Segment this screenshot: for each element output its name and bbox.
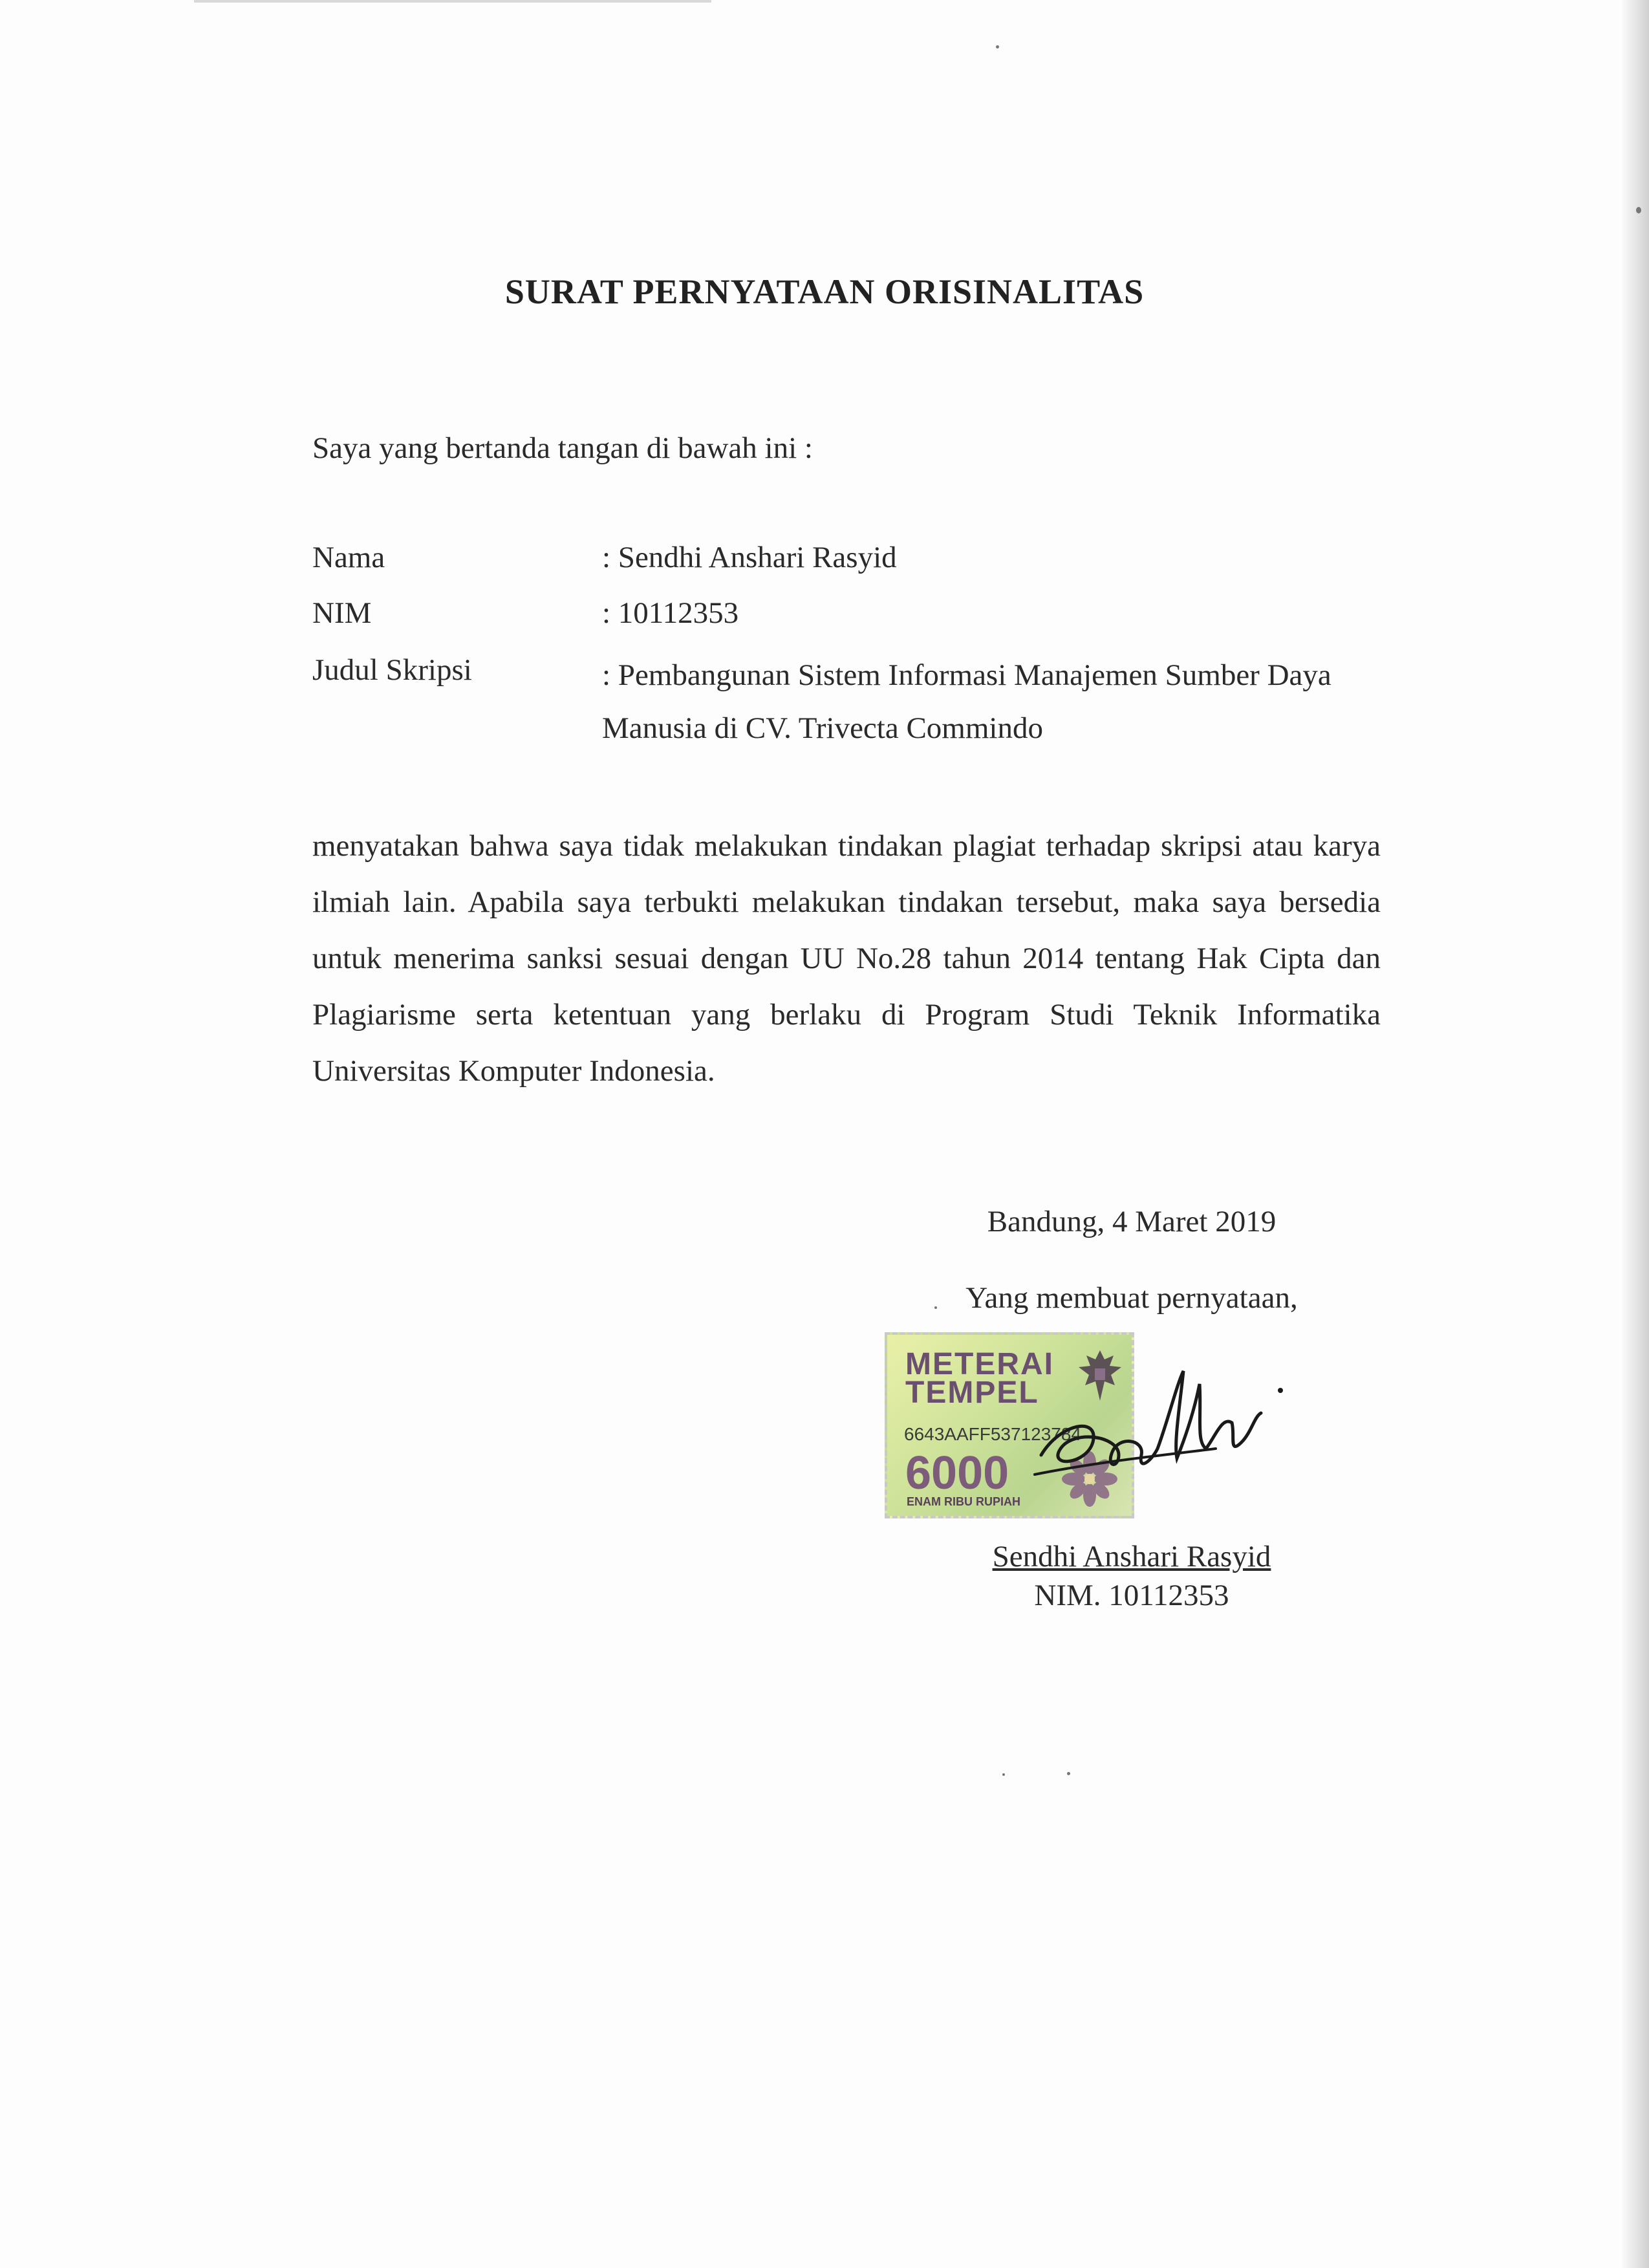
scan-speck — [1636, 207, 1641, 213]
intro-text: Saya yang bertanda tangan di bawah ini : — [312, 431, 813, 465]
field-label-nim: NIM — [312, 596, 372, 630]
scan-edge-shadow — [1622, 0, 1649, 2268]
field-label-judul: Judul Skripsi — [312, 653, 472, 687]
stamp-line2: TEMPEL — [905, 1376, 1039, 1410]
handwritten-signature — [1022, 1345, 1293, 1500]
field-value-nama: : Sendhi Anshari Rasyid — [602, 541, 897, 574]
signer-name: Sendhi Anshari Rasyid — [992, 1540, 1271, 1573]
field-label-nama: Nama — [312, 541, 385, 574]
scan-speck — [1002, 1773, 1005, 1776]
field-value-judul: : Pembangunan Sistem Informasi Manajemen Sumber Daya — [602, 658, 1331, 692]
closing-text: Yang membuat pernyataan, — [965, 1281, 1298, 1315]
field-value-judul-continued: Manusia di CV. Trivecta Commindo — [602, 711, 1043, 745]
statement-paragraph: menyatakan bahwa saya tidak melakukan tindakan plagiat terhadap skripsi atau karya ilmiah lain. Apabila saya terbukti melakukan tindakan tersebut, maka saya bersedia untuk menerima sanksi sesuai dengan UU No.28 tahun 2014 tentang Hak Cipta dan Plagiarisme serta ketentuan yang berlaku di Program Studi Teknik Informatika Universitas Komputer Indonesia. — [312, 829, 1381, 1088]
field-value-nim: : 10112353 — [602, 596, 739, 630]
scan-speck — [1067, 1772, 1070, 1775]
stamp-value-words: ENAM RIBU RUPIAH — [907, 1495, 1021, 1508]
stamp-serial: 6643AAFF537123784 — [904, 1424, 1081, 1444]
scan-speck — [996, 45, 999, 49]
document-title: SURAT PERNYATAAN ORISINALITAS — [504, 272, 1145, 311]
stamp-line1: METERAI — [905, 1347, 1054, 1381]
scan-speck — [934, 1306, 937, 1309]
place-date: Bandung, 4 Maret 2019 — [987, 1205, 1277, 1238]
stamp-value: 6000 — [905, 1447, 1009, 1499]
signer-id: NIM. 10112353 — [1034, 1579, 1229, 1612]
scan-top-artifact — [194, 0, 711, 3]
